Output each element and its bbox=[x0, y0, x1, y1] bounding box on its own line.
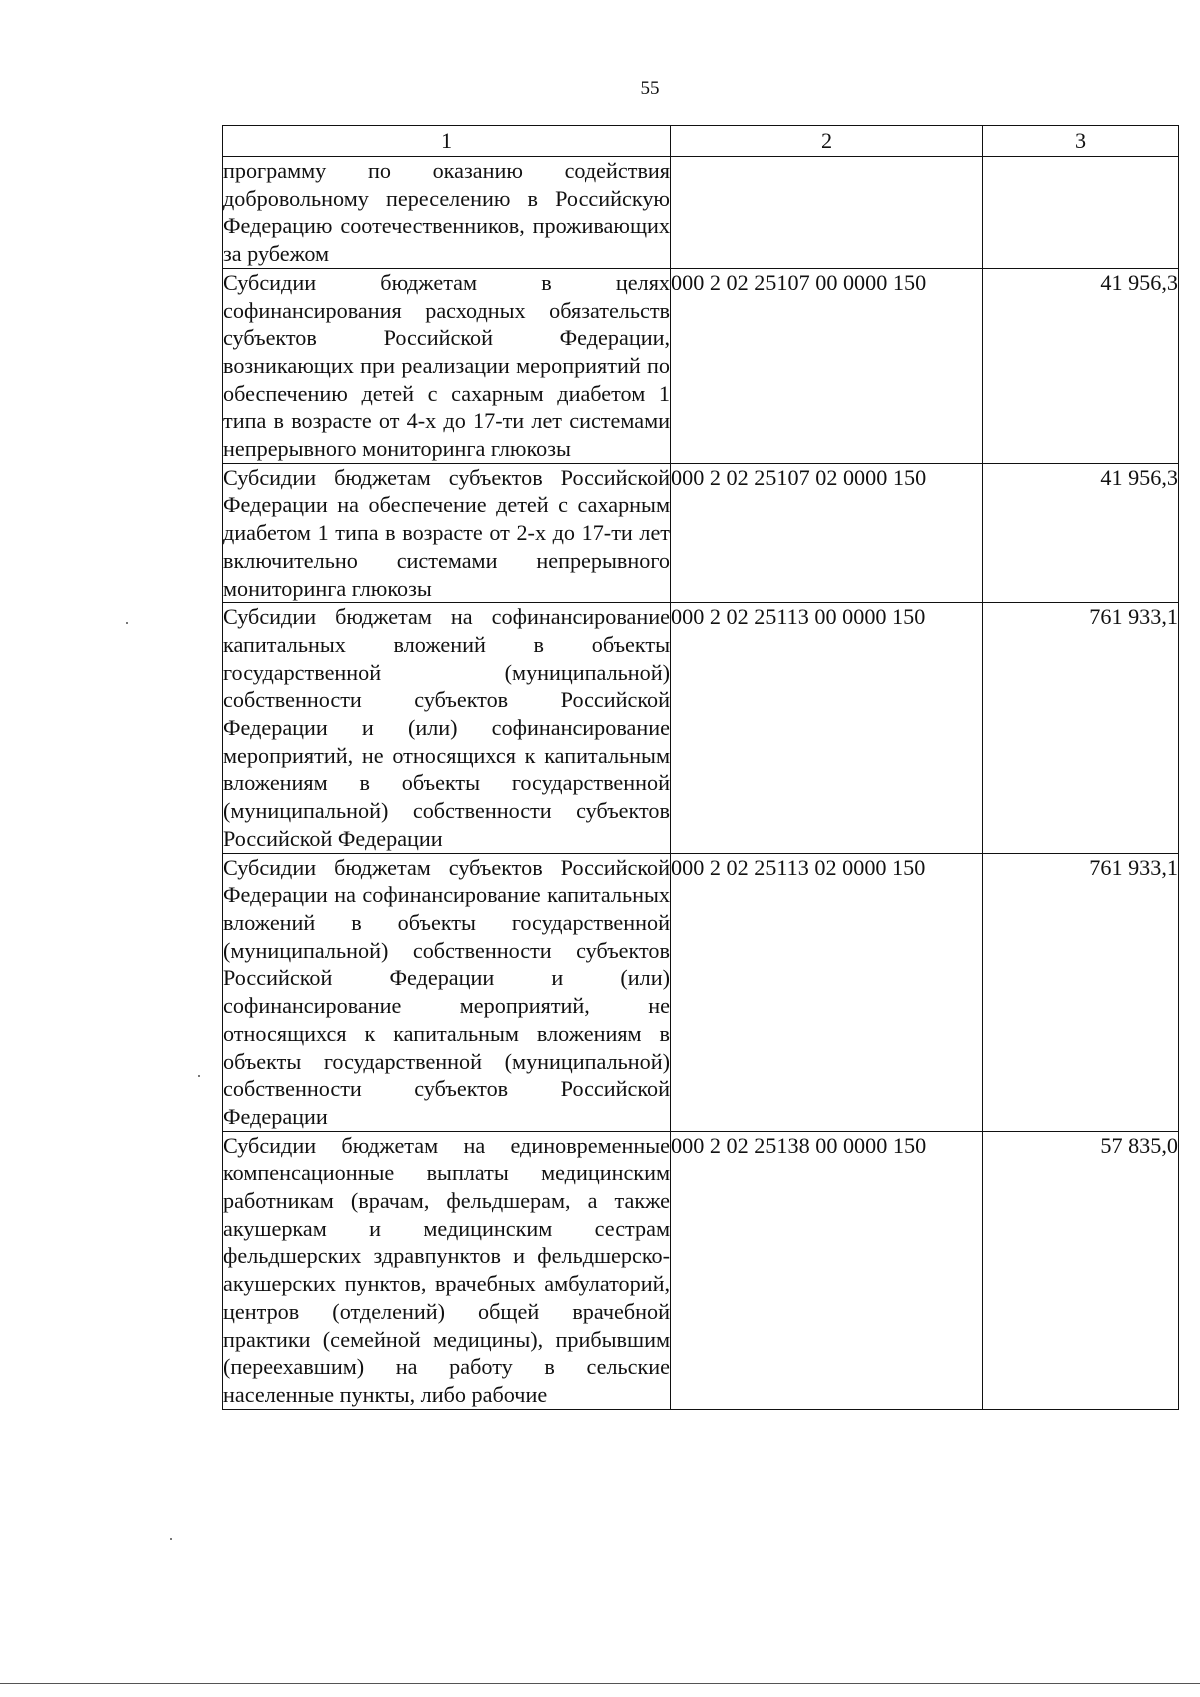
row-code: 000 2 02 25107 00 0000 150 bbox=[671, 268, 983, 463]
row-description: Субсидии бюджетам субъектов Российской Федерации на обеспечение детей с сахарным диабетом 1 типа в возрасте от 2-х до 17-ти лет включительно системами непрерывного мониторинга глюкозы bbox=[223, 463, 671, 603]
column-header-3: 3 bbox=[983, 126, 1179, 157]
row-code: 000 2 02 25113 00 0000 150 bbox=[671, 603, 983, 853]
row-amount: 57 835,0 bbox=[983, 1131, 1179, 1409]
table-row bbox=[223, 463, 1179, 603]
row-description: Субсидии бюджетам на софинансирование капитальных вложений в объекты государственной (муниципальной) собственности субъектов Российской Федерации и (или) софинансирование мероприятий, не относящихся к капитальным вложениям в объекты государственной (муниципальной) собственности субъектов Российской Федерации bbox=[223, 603, 671, 853]
row-description: Субсидии бюджетам на единовременные компенсационные выплаты медицинским работникам (врачам, фельдшерам, а также акушеркам и медицинским сестрам фельдшерских здравпунктов и фельдшерско-акушерских пунктов, врачебных амбулаторий, центров (отделений) общей врачебной практики (семейной медицины), прибывшим (переехавшим) на работу в сельские населенные пункты, либо рабочие bbox=[223, 1131, 671, 1409]
row-description: Субсидии бюджетам в целях софинансирования расходных обязательств субъектов Российской Федерации, возникающих при реализации мероприятий по обеспечению детей с сахарным диабетом 1 типа в возрасте от 4-х до 17-ти лет системами непрерывного мониторинга глюкозы bbox=[223, 268, 671, 463]
row-code: 000 2 02 25107 02 0000 150 bbox=[671, 463, 983, 603]
row-description: Субсидии бюджетам субъектов Российской Федерации на софинансирование капитальных вложений в объекты государственной (муниципальной) собственности субъектов Российской Федерации и (или) софинансирование мероприятий, не относящихся к капитальным вложениям в объекты государственной (муниципальной) собственности субъектов Российской Федерации bbox=[223, 853, 671, 1131]
row-amount: 761 933,1 bbox=[983, 603, 1179, 853]
table-row bbox=[223, 853, 1179, 1131]
row-code: 000 2 02 25113 02 0000 150 bbox=[671, 853, 983, 1131]
column-header-1: 1 bbox=[223, 126, 671, 157]
table-row bbox=[223, 603, 1179, 853]
budget-revenue-table bbox=[222, 125, 1179, 1410]
page-number: 55 bbox=[640, 78, 660, 99]
scan-bottom-edge bbox=[0, 1683, 1200, 1684]
row-description: программу по оказанию содействия добровольному переселению в Российскую Федерацию соотечественников, проживающих за рубежом bbox=[223, 157, 671, 269]
scan-speck bbox=[126, 622, 128, 624]
row-amount: 761 933,1 bbox=[983, 853, 1179, 1131]
row-code: 000 2 02 25138 00 0000 150 bbox=[671, 1131, 983, 1409]
scan-speck bbox=[170, 1538, 172, 1540]
scan-speck bbox=[198, 1075, 200, 1077]
table-row bbox=[223, 268, 1179, 463]
row-amount bbox=[983, 157, 1179, 269]
row-amount: 41 956,3 bbox=[983, 463, 1179, 603]
table-row bbox=[223, 157, 1179, 269]
column-header-2: 2 bbox=[671, 126, 983, 157]
table-row bbox=[223, 1131, 1179, 1409]
row-amount: 41 956,3 bbox=[983, 268, 1179, 463]
table-header-row bbox=[223, 126, 1179, 157]
row-code bbox=[671, 157, 983, 269]
